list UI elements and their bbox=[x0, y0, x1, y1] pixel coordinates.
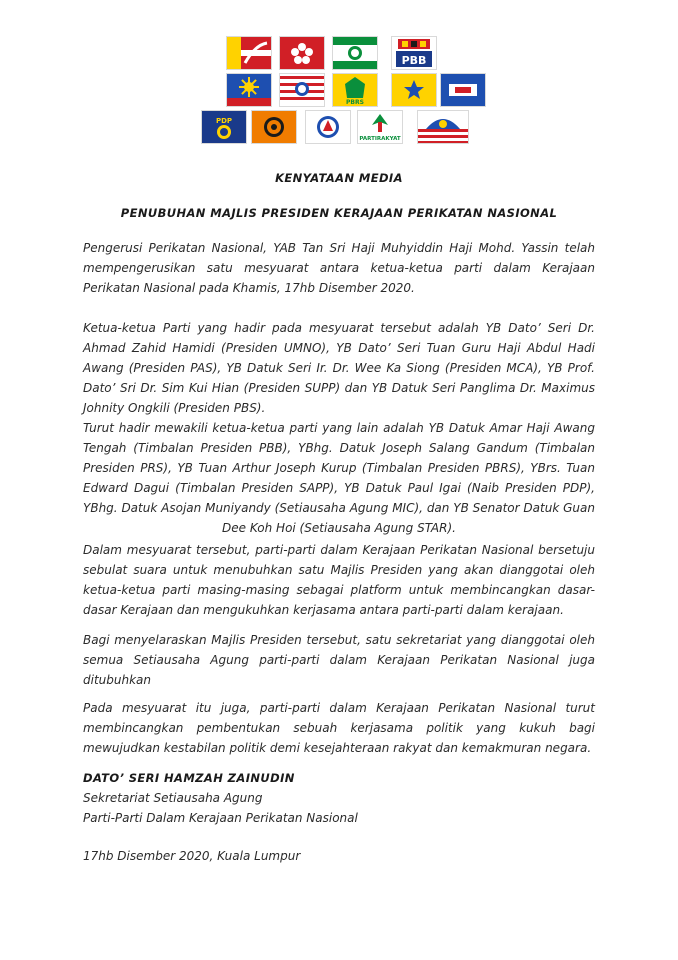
pdp-logo bbox=[202, 111, 246, 143]
paragraph-4: Dalam mesyuarat tersebut, parti-parti dalam Kerajaan Perikatan Nasional bersetuju sebulat suara untuk menubuhkan satu Majlis Presiden yang akan dianggotai oleh ketua-ketua parti masing-masing sebagai platform untuk membincangkan dasar-dasar Kerajaan dan mengukuhkan kerjasama antara parti-parti dalam kerajaan. bbox=[83, 543, 595, 617]
paragraph-5: Bagi menyelaraskan Majlis Presiden tersebut, satu sekretariat yang dianggotai oleh semua Setiausaha Agung parti-parti dalam Kerajaan Perikatan Nasional juga ditubuhkan bbox=[83, 633, 595, 687]
pas-logo bbox=[333, 37, 377, 69]
document-subheading: PENUBUHAN MAJLIS PRESIDEN KERAJAAN PERIKATAN NASIONAL bbox=[120, 206, 558, 220]
paragraph-1: Pengerusi Perikatan Nasional, YAB Tan Sri Haji Muhyiddin Haji Mohd. Yassin telah mempengerusikan satu mesyuarat antara ketua-ketua parti dalam Kerajaan Perikatan Nasional pada Khamis, 17hb Disember 2020. bbox=[83, 241, 595, 295]
bersatu-logo bbox=[227, 74, 271, 106]
paragraph-2: Ketua-ketua Parti yang hadir pada mesyuarat tersebut adalah YB Dato’ Seri Dr. Ahmad Zahid Hamidi (Presiden UMNO), YB Dato’ Seri Tuan Guru Haji Abdul Hadi Awang (Presiden PAS), YB Datuk Seri Ir. Dr. Wee Ka Siong (Presiden MCA), YB Prof. Dato’ Sri Dr. Sim Kui Hian (Presiden SUPP) dan YB Datuk Seri Panglima Dr. Maximus Johnity Ongkili (Presiden PBS). bbox=[83, 321, 595, 415]
parti-gerakan-logo bbox=[418, 111, 468, 143]
pbb-logo bbox=[392, 37, 436, 69]
pbrs-logo-text: PBRS bbox=[346, 99, 364, 106]
document-heading: KENYATAAN MEDIA bbox=[275, 171, 403, 185]
date-place: 17hb Disember 2020, Kuala Lumpur bbox=[83, 849, 301, 863]
umno-logo bbox=[227, 37, 271, 69]
paragraph-6: Pada mesyuarat itu juga, parti-parti dalam Kerajaan Perikatan Nasional turut membincangkan pembentukan sebuah kerjasama politik yang kukuh bagi mewujudkan kestabilan politik demi kesejahteraan rakyat dan kemakmuran negara. bbox=[83, 701, 595, 755]
pbrs-logo bbox=[333, 74, 377, 106]
signatory-name: DATO’ SERI HAMZAH ZAINUDIN bbox=[83, 771, 295, 785]
star-logo bbox=[392, 74, 436, 106]
signatory-title-2: Parti-Parti Dalam Kerajaan Perikatan Nasional bbox=[83, 811, 358, 825]
party-logos bbox=[0, 0, 678, 150]
supp-logo bbox=[280, 74, 324, 106]
mic-logo bbox=[306, 111, 350, 143]
pbs-logo bbox=[441, 74, 485, 106]
pbb-logo-text: PBB bbox=[401, 54, 427, 67]
parti-rakyat-sarawak-logo bbox=[358, 111, 402, 143]
paragraph-3: Turut hadir mewakili ketua-ketua parti yang lain adalah YB Datuk Amar Haji Awang Tengah (Timbalan Presiden PBB), YBhg. Datuk Joseph Salang Gandum (Timbalan Presiden PRS), YB Tuan Arthur Joseph Kurup (Timbalan Presiden PBRS), YBrs. Tuan Edward Dagui (Timbalan Presiden SAPP), YB Datuk Paul Igai (Naib Presiden PDP), YBhg. Datuk Asojan Muniyandy (Setiausaha Agung MIC), dan YB Senator Datuk Guan Dee Koh Hoi (Setiausaha Agung STAR). bbox=[83, 421, 595, 535]
mca-logo bbox=[280, 37, 324, 69]
signatory-title-1: Sekretariat Setiausaha Agung bbox=[83, 791, 263, 805]
parti-rakyat-logo-text: PARTIRAKYAT bbox=[359, 136, 401, 142]
pdp-logo-text: PDP bbox=[215, 117, 233, 125]
sapp-logo bbox=[252, 111, 296, 143]
